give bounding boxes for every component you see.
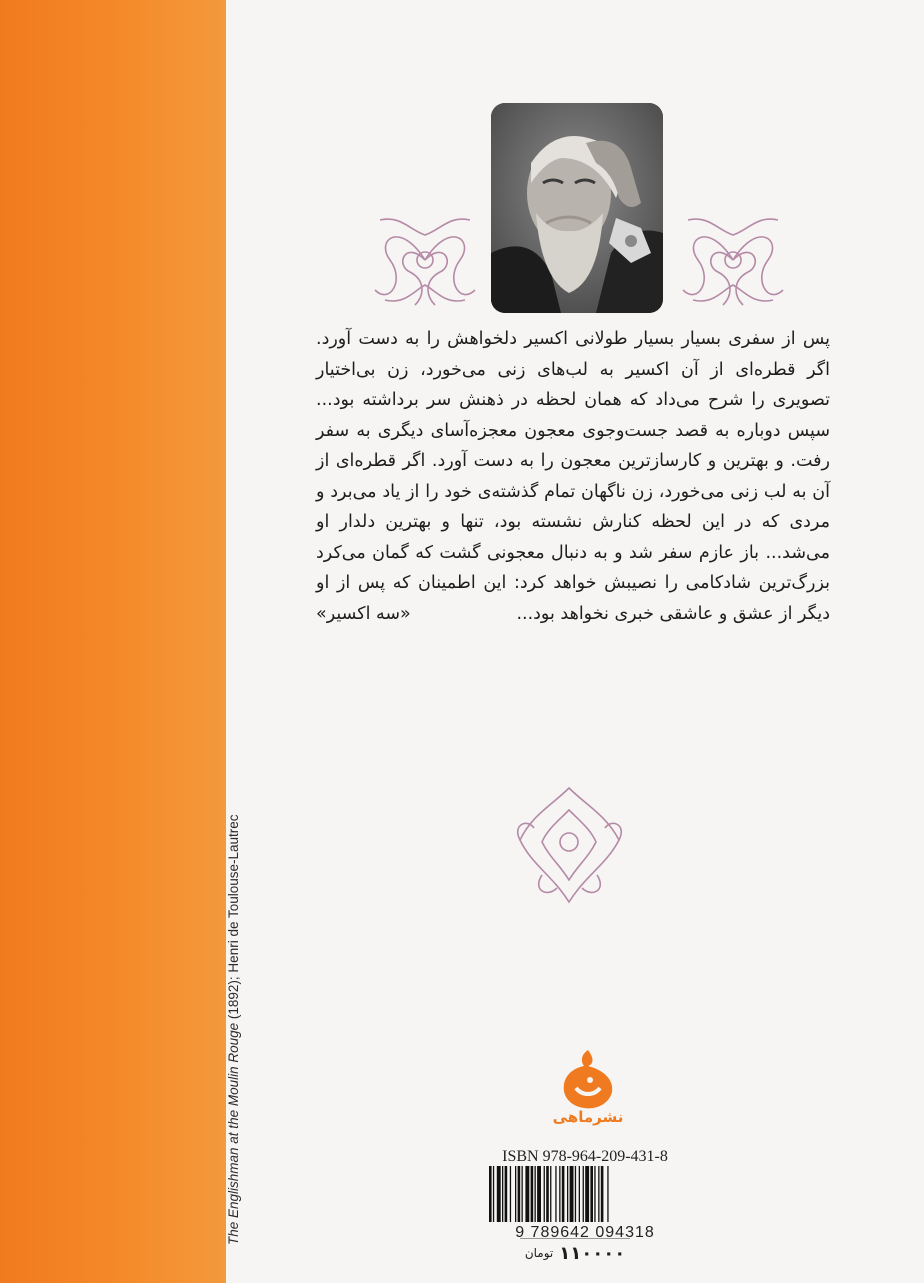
price-amount: ۱۱۰۰۰۰	[559, 1242, 626, 1264]
barcode-graphic	[485, 1166, 685, 1222]
blurb-text: پس از سفری بسیار بسیار طولانی اکسیر دلخواهش را به دست آورد. اگر قطره‌ای از آن اکسیر به لب‌های زنی می‌خورد، زن بی‌اختیار تصویری را شرح می‌داد که همان لحظه در ذهنش سر برداشته بود... سپس دوباره به قصد جست‌وجوی معجون معجزه‌آسای دیگری به سفر رفت. و بهترین و کارسازترین معجون را به دست آورد. اگر قطره‌ای از آن به لب زنی می‌خورد، زن ناگهان تمام گذشته‌ی خود را از یاد می‌برد و مردی که در این لحظه کنارش نشسته بود، تنها و بهترین دلدار او می‌شد... باز عازم سفر شد و به دنبال معجونی گشت که گمان می‌کرد بزرگ‌ترین شادکامی را نصیبش خواهد کرد: این اطمینان که پس از او دیگر از عشق و عاشقی خبری نخواهد بود...	[316, 329, 830, 624]
barcode-digits: 9 789642 094318	[515, 1224, 655, 1241]
publisher-name: نشرماهی	[552, 1108, 624, 1126]
painting-title: The Englishman at the Moulin Rouge	[226, 1022, 241, 1245]
price-tag	[520, 1238, 630, 1267]
blurb-source: «سه اکسیر»	[316, 603, 411, 624]
back-cover-blurb	[316, 324, 830, 629]
orange-spine-band	[0, 0, 226, 1283]
right-flourish-ornament	[678, 210, 788, 310]
price-unit: تومان	[524, 1246, 554, 1260]
isbn-label: ISBN 978-964-209-431-8	[502, 1148, 668, 1165]
fish-logo-icon	[554, 1048, 620, 1110]
left-flourish-ornament	[370, 210, 480, 310]
bottom-flourish-ornament	[512, 780, 627, 910]
painting-year-artist: (1892); Henri de Toulouse-Lautrec	[226, 814, 241, 1020]
painting-credit-caption	[226, 705, 241, 1245]
author-portrait	[491, 103, 663, 313]
author-portrait-photo	[491, 103, 663, 313]
